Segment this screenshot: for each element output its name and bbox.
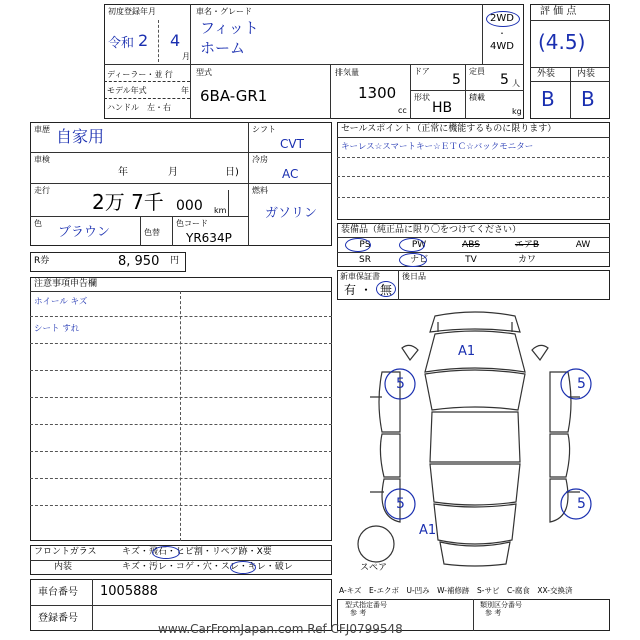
equip-pw[interactable]: PW: [411, 240, 427, 250]
color: ブラウン: [58, 225, 111, 240]
ref-label-2: 参 考: [485, 609, 502, 617]
load-label: 積載: [469, 93, 485, 102]
era: 令和: [108, 36, 135, 51]
color-code-label: 色コード: [176, 219, 208, 228]
capacity: 5: [500, 72, 509, 88]
fuel: ガソリン: [265, 206, 318, 221]
color-change-label: 色替: [144, 228, 160, 237]
displacement-label: 排気量: [335, 68, 359, 77]
note-line-1: ホイール キズ: [34, 297, 88, 307]
shape-label: 形状: [414, 93, 430, 102]
diagram-mark-5-fl: 5: [396, 376, 405, 392]
interior-wear-circle: [230, 561, 256, 574]
chassis-no: 1005888: [100, 584, 158, 599]
warranty-label: 新車保証書: [340, 272, 380, 281]
model-code-label: 型式: [196, 68, 212, 77]
displacement: 1300: [358, 84, 397, 102]
equip-navi-circle: [399, 253, 427, 267]
equip-abs[interactable]: ABS: [462, 240, 480, 250]
usage-label: 車歴: [34, 125, 50, 134]
equipment-row1: [337, 238, 610, 252]
drive-2wd: 2WD: [490, 13, 514, 24]
month-unit: 月: [182, 52, 190, 61]
interior-cond-label: 内装: [54, 562, 73, 572]
equipment-row2: [337, 253, 610, 267]
windshield-chip-circle: [152, 546, 180, 559]
car-name-line2: ホーム: [200, 39, 246, 57]
recycle-unit: 円: [170, 256, 180, 266]
model-spec-label: 型式指定番号: [345, 601, 387, 609]
spare-label: スペア: [360, 563, 388, 573]
cc-unit: cc: [398, 106, 407, 115]
exterior-grade: B: [541, 87, 555, 111]
doors: 5: [452, 72, 461, 88]
equip-leather[interactable]: カワ: [517, 255, 536, 265]
insp-day: 日): [225, 167, 239, 178]
equip-airbag[interactable]: エアB: [514, 240, 540, 250]
dealer-label: ディーラー・並 行: [107, 70, 173, 79]
class-label: 類別区分番号: [480, 601, 522, 609]
handle-label: ハンドル 左・右: [107, 103, 171, 112]
equip-tv[interactable]: TV: [465, 255, 477, 265]
fuel-label: 燃料: [252, 186, 268, 195]
model-code: 6BA-GR1: [200, 87, 268, 105]
recycle-box: [30, 252, 186, 272]
warranty-dot: ・: [360, 283, 373, 297]
windshield-label: フロントガラス: [34, 547, 97, 557]
usage: 自家用: [56, 127, 105, 146]
equip-ps-circle: [345, 238, 371, 252]
warranty-has: 有: [344, 283, 357, 297]
insp-year: 年: [118, 167, 128, 178]
model-year-label: モデル年式: [107, 86, 147, 95]
color-label: 色: [34, 219, 42, 228]
inspection-label: 車検: [34, 155, 50, 164]
interior-grade: B: [581, 87, 595, 111]
interior-label: 内装: [577, 69, 596, 79]
rating-value: (4.5): [538, 30, 586, 54]
watermark: www.CarFromJapan.com Ref CFJ0799548: [158, 622, 403, 636]
note-line-2: シート すれ: [34, 324, 80, 334]
car-name-line1: フィット: [200, 19, 259, 37]
recycle-amount: 8, 950: [118, 254, 160, 269]
recycle-label: R券: [34, 256, 50, 266]
warranty-none: 無: [380, 283, 393, 297]
ac-label: 冷房: [252, 155, 268, 164]
diagram-mark-5-rl: 5: [396, 496, 405, 512]
mileage: 2万 7千: [92, 190, 164, 214]
equip-sr[interactable]: SR: [359, 255, 371, 265]
windshield-opts: キズ・飛石・ヒビ割・リペア跡・X要: [122, 547, 272, 557]
damage-legend: A-キズ E-エクボ U-凹み W-補修跡 S-サビ C-腐食 XX-交換済: [339, 586, 573, 595]
equip-ps[interactable]: PS: [359, 240, 371, 250]
diagram-mark-5-rr: 5: [577, 496, 586, 512]
diagram-mark-a1-front: A1: [458, 344, 476, 359]
color-code: YR634P: [186, 231, 232, 245]
car-name-label: 車名・グレード: [196, 7, 252, 16]
shift: CVT: [280, 137, 304, 151]
mileage-label: 走行: [34, 186, 50, 195]
chassis-label: 車台番号: [38, 587, 78, 598]
equip-navi[interactable]: ナビ: [409, 255, 428, 265]
capacity-unit: 人: [512, 79, 520, 88]
first-reg-label: 初度登録年月: [108, 7, 156, 16]
first-reg-doc-label: 後日品: [402, 272, 426, 281]
drive-4wd: 4WD: [490, 41, 514, 52]
ref-label-1: 参 考: [350, 609, 367, 617]
capacity-label: 定員: [469, 67, 485, 76]
notes-label: 注意事項申告欄: [34, 279, 98, 289]
reg-month: 4: [170, 31, 181, 50]
insp-month: 月: [168, 167, 178, 178]
shift-label: シフト: [252, 125, 276, 134]
interior-opts: キズ・汚レ・コゲ・穴・スレ・キレ・破レ: [122, 562, 293, 572]
drive-dot: ・: [498, 29, 506, 38]
sales-points-text: キーレス☆スマートキー☆ＥＴＣ☆バックモニター: [341, 142, 534, 152]
kg-unit: kg: [512, 107, 522, 116]
reg-label: 登録番号: [38, 613, 78, 624]
header-box: [104, 4, 524, 119]
equipment-label: 装備品（純正品に限り〇をつけてください）: [341, 225, 522, 235]
equip-aw[interactable]: AW: [575, 240, 591, 250]
diagram-mark-a1-rear: A1: [419, 523, 437, 538]
equip-pw-circle: [399, 238, 425, 252]
exterior-label: 外装: [537, 69, 556, 79]
reg-year: 2: [138, 31, 149, 50]
model-year-unit: 年: [181, 86, 189, 95]
doors-label: ドア: [414, 67, 430, 76]
diagram-mark-5-fr: 5: [577, 376, 586, 392]
km-unit: km: [214, 206, 227, 215]
shape: HB: [432, 100, 453, 116]
ac: AC: [282, 167, 299, 181]
sales-points-label: セールスポイント（正常に機能するものに限ります）: [341, 124, 557, 134]
warranty-none-circle: [376, 281, 396, 297]
mileage-tail: 000: [176, 198, 203, 214]
rating-label: 評 価 点: [540, 6, 577, 17]
